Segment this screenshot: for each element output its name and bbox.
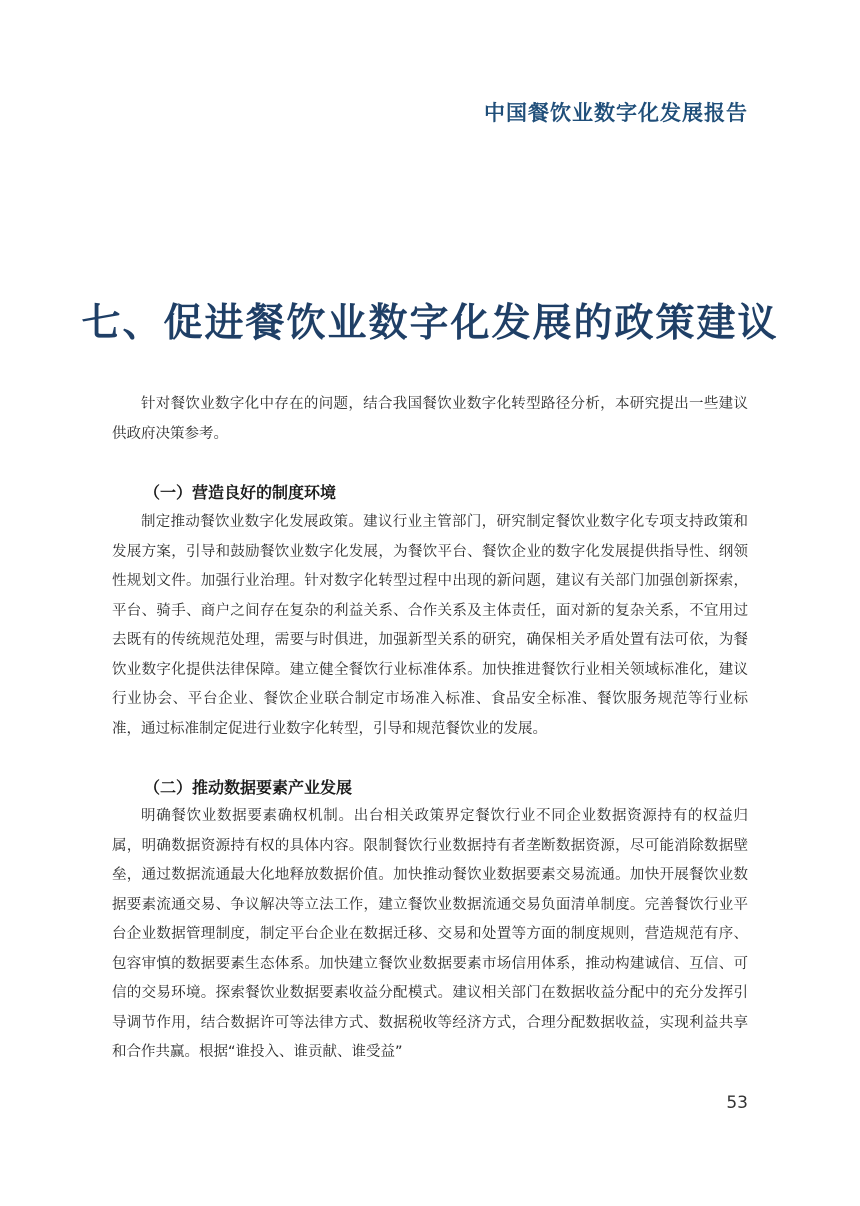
intro-block [112,390,748,449]
section-heading-2: （二）推动数据要素产业发展 [144,778,353,797]
page-number: 53 [726,1093,748,1113]
running-header-title: 中国餐饮业数字化发展报告 [484,101,748,125]
section-paragraph-1: 制定推动餐饮业数字化发展政策。建议行业主管部门，研究制定餐饮业数字化专项支持政策和发展方案，引导和鼓励餐饮业数字化发展，为餐饮平台、餐饮企业的数字化发展提供指导性、纲领性规划文件。加强行业治理。针对数字化转型过程中出现的新问题，建议有关部门加强创新探索，平台、骑手、商户之间存在复杂的利益关系、合作关系及主体责任，面对新的复杂关系，不宜用过去既有的传统规范处理，需要与时俱进，加强新型关系的研究，确保相关矛盾处置有法可依，为餐饮业数字化提供法律保障。建立健全餐饮行业标准体系。加快推进餐饮行业相关领域标准化，建议行业协会、平台企业、餐饮企业联合制定市场准入标准、食品安全标准、餐饮服务规范等行业标准，通过标准制定促进行业数字化转型，引导和规范餐饮业的发展。 [112,514,748,737]
section-body-2 [112,802,748,1068]
section-paragraph-2: 明确餐饮业数据要素确权机制。出台相关政策界定餐饮行业不同企业数据资源持有的权益归属，明确数据资源持有权的具体内容。限制餐饮行业数据持有者垄断数据资源，尽可能消除数据壁垒，通过数据流通最大化地释放数据价值。加快推动餐饮业数据要素交易流通。加快开展餐饮业数据要素流通交易、争议解决等立法工作，建立餐饮业数据流通交易负面清单制度。完善餐饮行业平台企业数据管理制度，制定平台企业在数据迁移、交易和处置等方面的制度规则，营造规范有序、包容审慎的数据要素生态体系。加快建立餐饮业数据要素市场信用体系，推动构建诚信、互信、可信的交易环境。探索餐饮业数据要素收益分配模式。建议相关部门在数据收益分配中的充分发挥引导调节作用，结合数据许可等法律方式、数据税收等经济方式，合理分配数据收益，实现利益共享和合作共赢。根据“谁投入、谁贡献、谁受益” [112,808,748,1060]
intro-paragraph: 针对餐饮业数字化中存在的问题，结合我国餐饮业数字化转型路径分析，本研究提出一些建议供政府决策参考。 [112,396,748,442]
chapter-title: 七、促进餐饮业数字化发展的政策建议 [81,300,779,346]
section-body-1 [112,508,748,744]
section-heading-1: （一）营造良好的制度环境 [144,483,337,502]
